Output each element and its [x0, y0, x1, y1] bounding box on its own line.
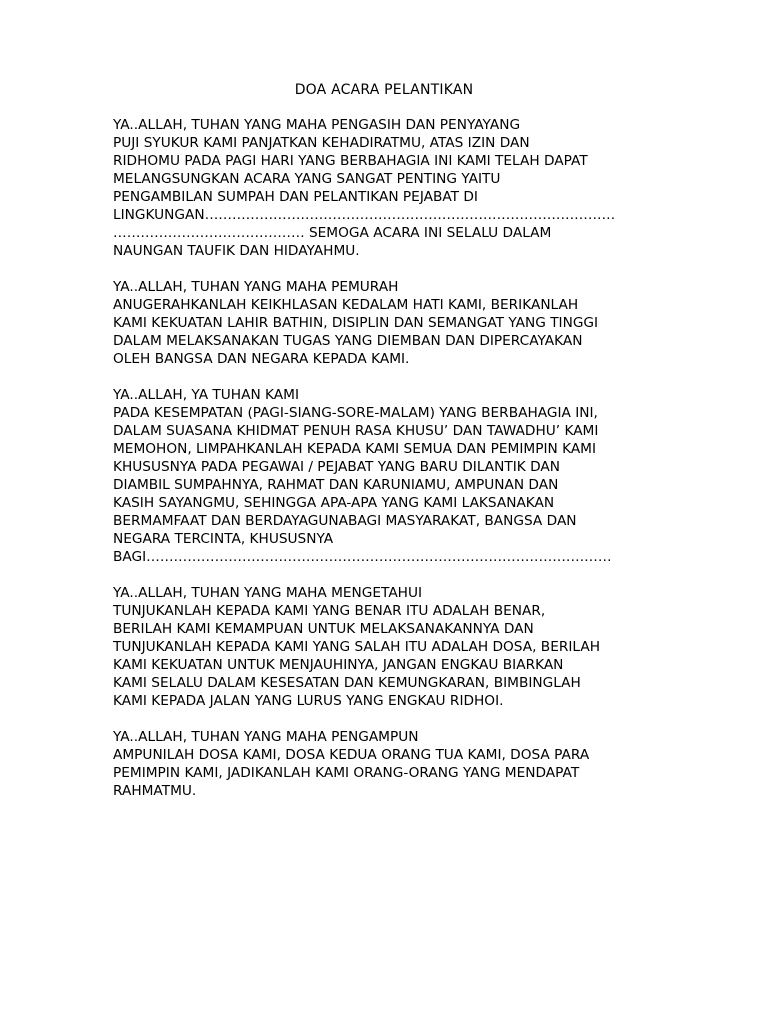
paragraph-5 [113, 728, 673, 800]
text-line: YA..ALLAH, TUHAN YANG MAHA PENGAMPUN [113, 729, 419, 745]
text-line: TUNJUKANLAH KEPADA KAMI YANG SALAH ITU ADALAH DOSA, BERILAH [113, 639, 600, 655]
document-body [113, 116, 673, 818]
text-line: PUJI SYUKUR KAMI PANJATKAN KEHADIRATMU, ATAS IZIN DAN [113, 135, 530, 151]
text-line: AMPUNILAH DOSA KAMI, DOSA KEDUA ORANG TUA KAMI, DOSA PARA [113, 747, 590, 763]
paragraph-1 [113, 116, 673, 260]
text-line: DALAM SUASANA KHIDMAT PENUH RASA KHUSU’ DAN TAWADHU’ KAMI [113, 423, 599, 439]
text-line: MELANGSUNGKAN ACARA YANG SANGAT PENTING YAITU [113, 171, 501, 187]
text-line: RIDHOMU PADA PAGI HARI YANG BERBAHAGIA INI KAMI TELAH DAPAT [113, 153, 588, 169]
text-line: TUNJUKANLAH KEPADA KAMI YANG BENAR ITU ADALAH BENAR, [113, 603, 546, 619]
text-line: OLEH BANGSA DAN NEGARA KEPADA KAMI. [113, 351, 410, 367]
text-line: NAUNGAN TAUFIK DAN HIDAYAHMU. [113, 243, 360, 259]
text-line: YA..ALLAH, YA TUHAN KAMI [113, 387, 299, 403]
text-line: KAMI KEKUATAN UNTUK MENJAUHINYA, JANGAN ENGKAU BIARKAN [113, 657, 564, 673]
paragraph-4 [113, 584, 673, 710]
paragraph-2 [113, 278, 673, 368]
text-line: KASIH SAYANGMU, SEHINGGA APA-APA YANG KAMI LAKSANAKAN [113, 495, 555, 511]
text-line: LINGKUNGAN……………………………………………………………………………… [113, 207, 616, 223]
text-line: …………………………………… SEMOGA ACARA INI SELALU DALAM [113, 225, 552, 241]
text-line: DIAMBIL SUMPAHNYA, RAHMAT DAN KARUNIAMU, AMPUNAN DAN [113, 477, 559, 493]
text-line: KAMI SELALU DALAM KESESATAN DAN KEMUNGKARAN, BIMBINGLAH [113, 675, 581, 691]
text-line: YA..ALLAH, TUHAN YANG MAHA MENGETAHUI [113, 585, 423, 601]
text-line: PEMIMPIN KAMI, JADIKANLAH KAMI ORANG-ORANG YANG MENDAPAT [113, 765, 580, 781]
text-line: RAHMATMU. [113, 783, 197, 799]
text-line: YA..ALLAH, TUHAN YANG MAHA PENGASIH DAN PENYAYANG [113, 117, 521, 133]
text-line: MEMOHON, LIMPAHKANLAH KEPADA KAMI SEMUA DAN PEMIMPIN KAMI [113, 441, 597, 457]
text-line: PENGAMBILAN SUMPAH DAN PELANTIKAN PEJABAT DI [113, 189, 478, 205]
text-line: BAGI………………………………………………………………………………………… [113, 549, 612, 565]
document-title: DOA ACARA PELANTIKAN [294, 82, 474, 98]
text-line: DALAM MELAKSANAKAN TUGAS YANG DIEMBAN DAN DIPERCAYAKAN [113, 333, 583, 349]
text-line: ANUGERAHKANLAH KEIKHLASAN KEDALAM HATI KAMI, BERIKANLAH [113, 297, 579, 313]
text-line: NEGARA TERCINTA, KHUSUSNYA [113, 531, 334, 547]
text-line: BERILAH KAMI KEMAMPUAN UNTUK MELAKSANAKANNYA DAN [113, 621, 534, 637]
text-line: YA..ALLAH, TUHAN YANG MAHA PEMURAH [113, 279, 399, 295]
text-line: KHUSUSNYA PADA PEGAWAI / PEJABAT YANG BARU DILANTIK DAN [113, 459, 561, 475]
text-line: BERMAMFAAT DAN BERDAYAGUNABAGI MASYARAKAT, BANGSA DAN [113, 513, 577, 529]
text-line: KAMI KEPADA JALAN YANG LURUS YANG ENGKAU RIDHOI. [113, 693, 504, 709]
paragraph-3 [113, 386, 673, 566]
text-line: PADA KESEMPATAN (PAGI-SIANG-SORE-MALAM) YANG BERBAHAGIA INI, [113, 405, 598, 421]
text-line: KAMI KEKUATAN LAHIR BATHIN, DISIPLIN DAN SEMANGAT YANG TINGGI [113, 315, 599, 331]
